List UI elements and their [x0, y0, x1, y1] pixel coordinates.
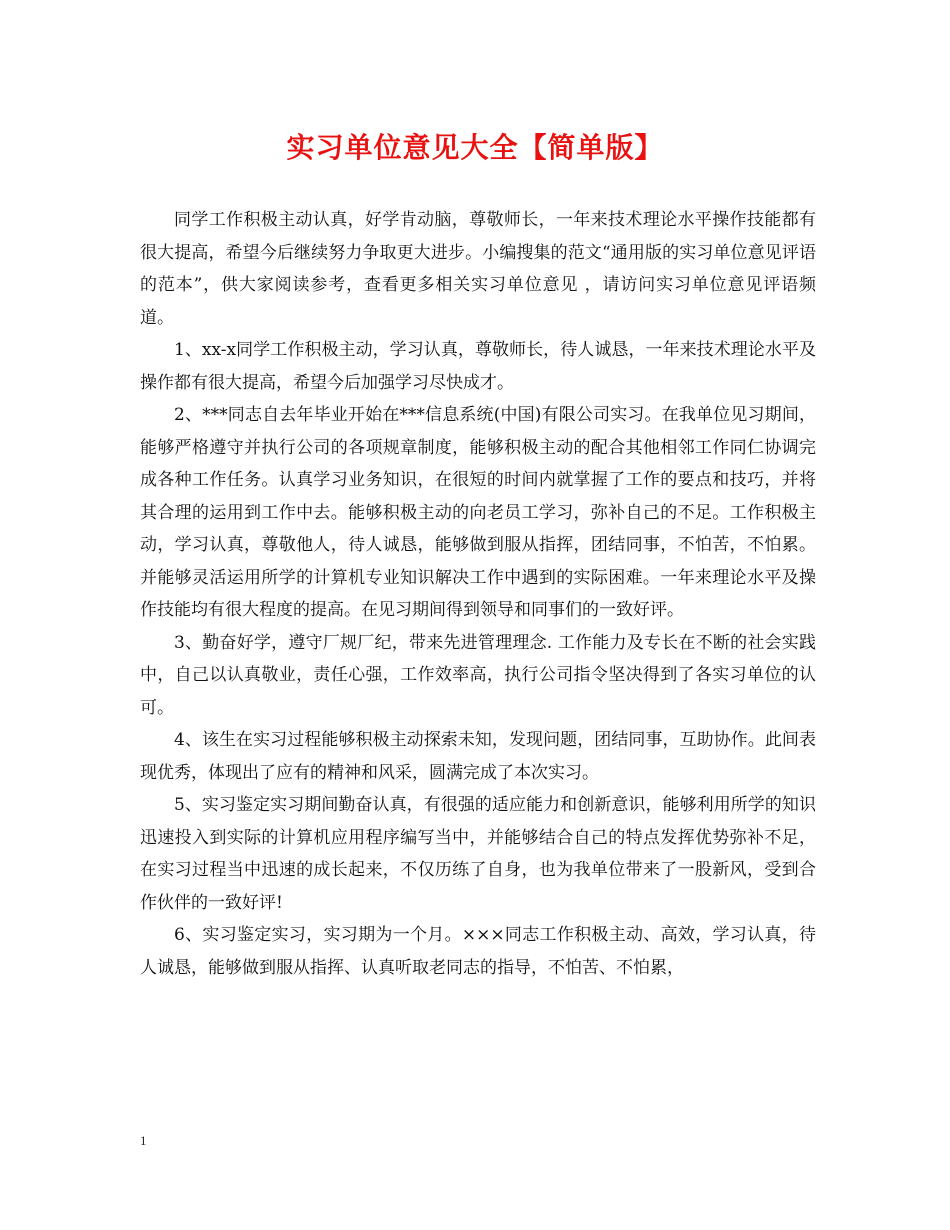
paragraph-item-2: 2、***同志自去年毕业开始在***信息系统(中国)有限公司实习。在我单位见习期间，能够严格遵守并执行公司的各项规章制度，能够积极主动的配合其他相邻工作同仁协调完成各种工作任务。认真学习业务知识，在很短的时间内就掌握了工作的要点和技巧，并将其合理的运用到工作中去。能够积极主动的向老员工学习，弥补自己的不足。工作积极主动，学习认真，尊敬他人，待人诚恳，能够做到服从指挥，团结同事，不怕苦，不怕累。并能够灵活运用所学的计算机专业知识解决工作中遇到的实际困难。一年来理论水平及操作技能均有很大程度的提高。在见习期间得到领导和同事们的一致好评。	[140, 405, 816, 620]
page-number: 1	[140, 1133, 147, 1148]
paragraph-intro: 同学工作积极主动认真，好学肯动脑，尊敬师长，一年来技术理论水平操作技能都有很大提高，希望今后继续努力争取更大进步。小编搜集的范文“通用版的实习单位意见评语的范本”，供大家阅读参考，查看更多相关实习单位意见 ，请访问实习单位意见评语频道。	[140, 210, 816, 328]
paragraph-item-6: 6、实习鉴定实习，实习期为一个月。×××同志工作积极主动、高效，学习认真，待人诚恳，能够做到服从指挥、认真听取老同志的指导，不怕苦、不怕累，	[140, 925, 816, 978]
paragraph-item-3: 3、勤奋好学，遵守厂规厂纪，带来先进管理理念. 工作能力及专长在不断的社会实践中，自己以认真敬业，责任心强，工作效率高，执行公司指令坚决得到了各实习单位的认可。	[140, 632, 816, 718]
document-body	[140, 204, 816, 984]
paragraph-item-5: 5、实习鉴定实习期间勤奋认真，有很强的适应能力和创新意识，能够利用所学的知识迅速投入到实际的计算机应用程序编写当中，并能够结合自己的特点发挥优势弥补不足，在实习过程当中迅速的成长起来，不仅历练了自身，也为我单位带来了一股新风，受到合作伙伴的一致好评!	[140, 795, 816, 913]
document-title: 实习单位意见大全【简单版】	[286, 131, 664, 164]
paragraph-item-4: 4、该生在实习过程能够积极主动探索未知，发现问题，团结同事，互助协作。此间表现优秀，体现出了应有的精神和风采，圆满完成了本次实习。	[140, 730, 816, 783]
paragraph-item-1: 1、xx-x同学工作积极主动，学习认真，尊敬师长，待人诚恳，一年来技术理论水平及操作都有很大提高，希望今后加强学习尽快成才。	[140, 340, 816, 393]
